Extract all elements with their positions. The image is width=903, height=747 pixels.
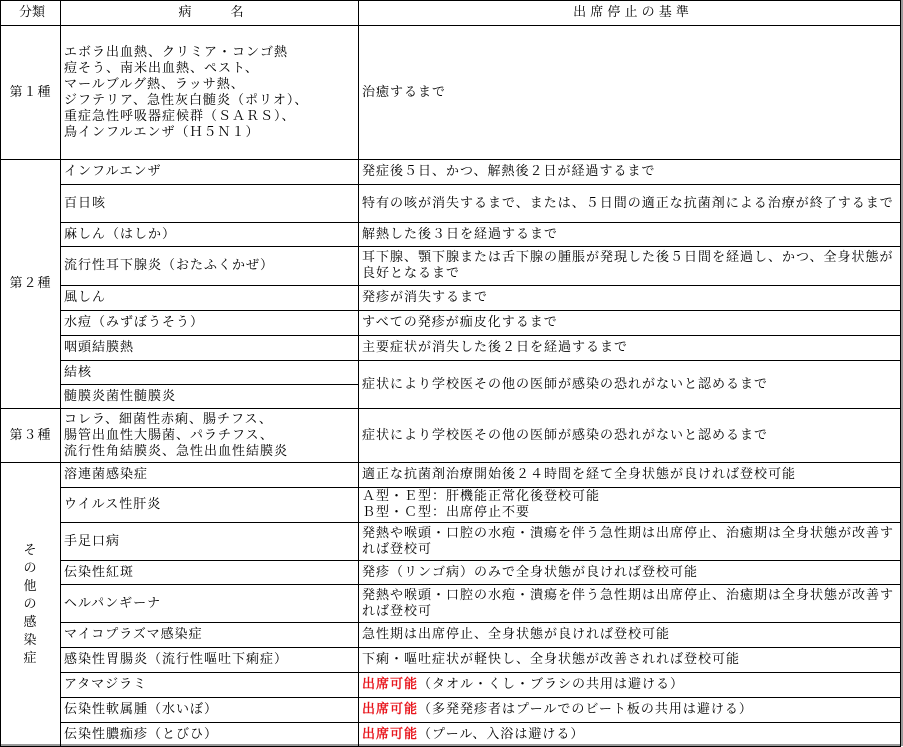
cat3-diseases: コレラ、細菌性赤痢、腸チフス、 腸管出血性大腸菌、パラチフス、 流行性角結膜炎、急性出血性結膜炎 [61,409,359,463]
disease-criteria: 適正な抗菌剤治療開始後２４時間を経て全身状態が良ければ登校可能 [359,463,901,488]
allowed-badge: 出席可能 [362,726,419,742]
disease-criteria: 急性期は出席停止、全身状態が良ければ登校可能 [359,623,901,648]
table-row [1,488,901,523]
disease-name: 伝染性軟属腫（水いぼ） [61,698,359,723]
disease-criteria: 発熱や喉頭・口腔の水疱・潰瘍を伴う急性期は出席停止、治癒期は全身状態が改善すれば登校可 [359,585,901,623]
cat3-label: 第３種 [1,409,61,463]
table-row [1,185,901,223]
disease-name: 百日咳 [61,185,359,223]
disease-name: 手足口病 [61,523,359,561]
cat1-criteria: 治癒するまで [359,26,901,160]
disease-criteria: 発疹（リンゴ病）のみで全身状態が良ければ登校可能 [359,561,901,585]
disease-name: 伝染性紅斑 [61,561,359,585]
disease-criteria: 下痢・嘔吐症状が軽快し、全身状態が改善されれば登校可能 [359,648,901,673]
other-label [1,463,61,747]
allowed-badge: 出席可能 [362,702,419,717]
disease-criteria [359,698,901,723]
disease-criteria: 症状により学校医その他の医師が感染の恐れがないと認めるまで [359,361,901,409]
cat1-row [1,26,901,160]
cat3-row [1,409,901,463]
table-row [1,223,901,247]
table-row [1,336,901,361]
disease-criteria: 発熱や喉頭・口腔の水疱・潰瘍を伴う急性期は出席停止、治癒期は全身状態が改善すれば登校可 [359,523,901,561]
cat2-label: 第２種 [1,160,61,409]
table-row [1,286,901,311]
table-row [1,623,901,648]
cat3-criteria: 症状により学校医その他の医師が感染の恐れがないと認めるまで [359,409,901,463]
table-row [1,160,901,185]
disease-criteria: すべての発疹が痂皮化するまで [359,311,901,336]
disease-name: 流行性耳下腺炎（おたふくかぜ） [61,247,359,286]
table-row [1,673,901,698]
table-row [1,698,901,723]
disease-criteria: 発疹が消失するまで [359,286,901,311]
criteria-note: （タオル・くし・ブラシの共用は避ける） [418,677,685,692]
table-row [1,561,901,585]
disease-criteria [359,723,901,747]
cat1-label: 第１種 [1,26,61,160]
disease-criteria: Ａ型・Ｅ型：肝機能正常化後登校可能 Ｂ型・Ｃ型：出席停止不要 [359,488,901,523]
table-row [1,523,901,561]
disease-name: 溶連菌感染症 [61,463,359,488]
table-row [1,648,901,673]
criteria-note: （多発発疹者はプールでのビート板の共用は避ける） [418,702,753,717]
allowed-badge: 出席可能 [362,677,419,692]
disease-name: 感染性胃腸炎（流行性嘔吐下痢症） [61,648,359,673]
disease-name: 結核 [61,361,359,385]
header-criteria: 出 席 停 止 の 基 準 [359,1,901,26]
disease-name: 伝染性膿痂疹（とびひ） [61,723,359,747]
disease-name: 風しん [61,286,359,311]
header-disease: 病 名 [61,1,359,26]
disease-name: アタマジラミ [61,673,359,698]
table-row [1,723,901,747]
table-row [1,247,901,286]
disease-name: ヘルパンギーナ [61,585,359,623]
table-row [1,463,901,488]
disease-name: 麻しん（はしか） [61,223,359,247]
table-row [1,585,901,623]
disease-criteria: 主要症状が消失した後２日を経過するまで [359,336,901,361]
criteria-note: （プール、入浴は避ける） [418,726,585,742]
disease-name: 咽頭結膜熱 [61,336,359,361]
header-row [1,1,901,26]
disease-criteria: 特有の咳が消失するまで、または、５日間の適正な抗菌剤による治療が終了するまで [359,185,901,223]
disease-name: ウイルス性肝炎 [61,488,359,523]
disease-criteria: 解熱した後３日を経過するまで [359,223,901,247]
disease-criteria [359,673,901,698]
disease-criteria: 発症後５日、かつ、解熱後２日が経過するまで [359,160,901,185]
disease-name: インフルエンザ [61,160,359,185]
table-row [1,361,901,385]
disease-criteria: 耳下腺、顎下腺または舌下腺の腫脹が発現した後５日間を経過し、かつ、全身状態が良好となるまで [359,247,901,286]
other-label-text: その他の感染症 [23,542,38,666]
disease-name: マイコプラズマ感染症 [61,623,359,648]
disease-name: 水痘（みずぼうそう） [61,311,359,336]
table-row [1,311,901,336]
disease-name: 髄膜炎菌性髄膜炎 [61,385,359,409]
cat1-diseases: エボラ出血熱、クリミア・コンゴ熱 痘そう、南米出血熱、ペスト、 マールブルグ熱、ラッサ熱、 ジフテリア、急性灰白髄炎（ポリオ）、 重症急性呼吸器症候群（ＳＡＲＳ）、 鳥インフルエンザ（Ｈ５Ｎ１） [61,26,359,160]
header-category: 分類 [1,1,61,26]
